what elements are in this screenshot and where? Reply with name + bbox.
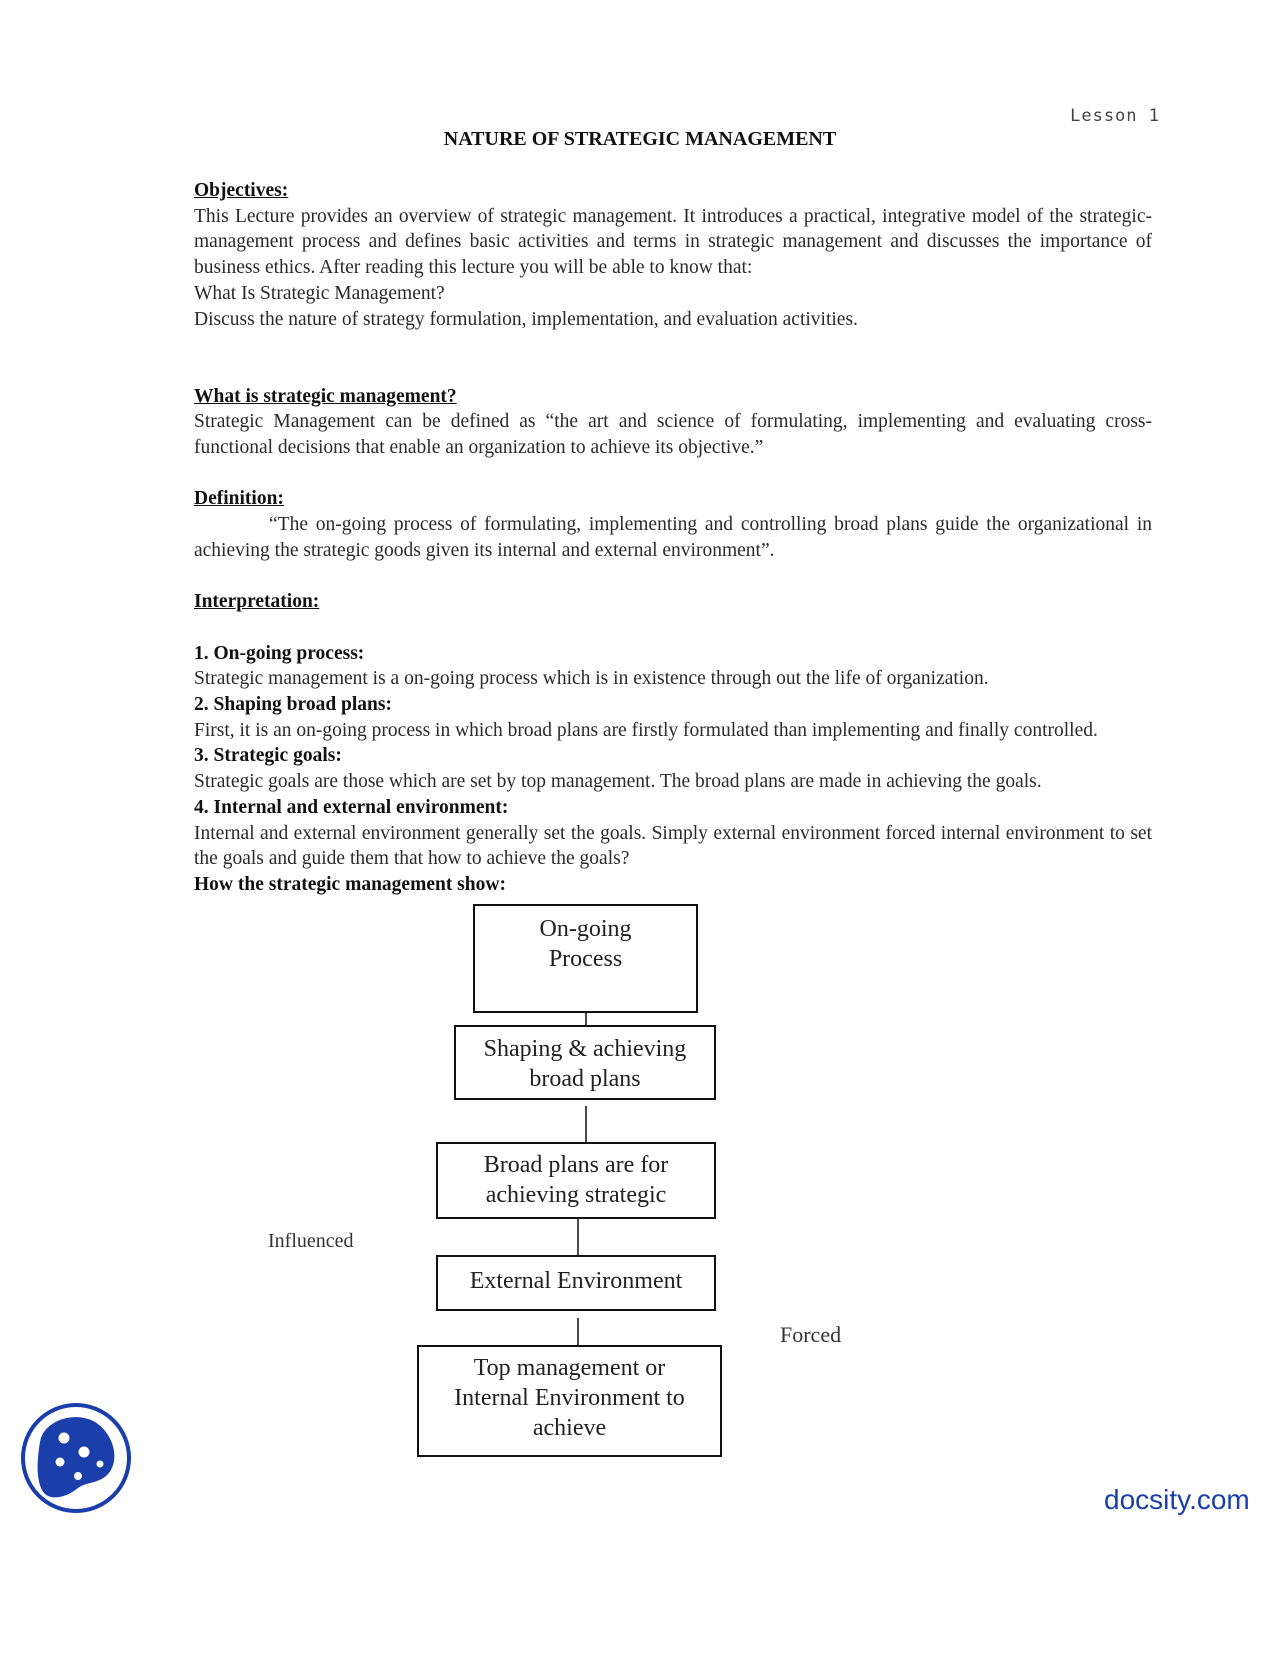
- what-is-heading: What is strategic management?: [194, 385, 457, 407]
- interpretation-item-title: 1. On-going process:: [194, 642, 365, 664]
- interpretation-item-text: Strategic goals are those which are set by top management. The broad plans are made in achieving the goals.: [194, 771, 1042, 793]
- flow-box-ongoing-process: [473, 904, 698, 1013]
- interpretation-heading: Interpretation:: [194, 591, 320, 613]
- definition-heading: Definition:: [194, 488, 284, 510]
- objectives-line-2: Discuss the nature of strategy formulation, implementation, and evaluation activities.: [194, 308, 858, 330]
- diagram-heading: How the strategic management show:: [194, 873, 506, 895]
- objectives-paragraph: This Lecture provides an overview of strategic management. It introduces a practical, integrative model of the strategic-management process and defines basic activities and terms in strategic management and discusses the importance of business ethics. After reading this lecture you will be able to know that:: [194, 205, 1152, 279]
- interpretation-item-text: Strategic management is a on-going process which is in existence through out the life of organization.: [194, 668, 989, 690]
- page-title: NATURE OF STRATEGIC MANAGEMENT: [443, 128, 837, 150]
- definition-paragraph: “The on-going process of formulating, implementing and controlling broad plans guide the organizational in achieving the strategic goods given its internal and external environment”.: [194, 514, 1152, 561]
- flow-box-line: achieving strategic: [485, 1182, 667, 1208]
- flow-box-line: Top management or: [473, 1355, 666, 1381]
- flow-box-top-management: [417, 1345, 722, 1457]
- flow-box-line: External Environment: [469, 1268, 683, 1294]
- flow-box-line: broad plans: [529, 1066, 641, 1092]
- flow-box-line: Broad plans are for: [483, 1152, 669, 1178]
- lesson-number: Lesson 1: [1070, 106, 1160, 126]
- objectives-line-1: What Is Strategic Management?: [194, 282, 445, 304]
- docsity-logo: [20, 1402, 132, 1514]
- docsity-brand-text[interactable]: docsity.com: [1104, 1484, 1250, 1515]
- flow-box-shaping-plans: [454, 1025, 716, 1100]
- interpretation-item-title: 2. Shaping broad plans:: [194, 693, 392, 715]
- interpretation-item-title: 3. Strategic goals:: [194, 745, 342, 767]
- interpretation-item-text: Internal and external environment generally set the goals. Simply external environment forced internal environment to set the goals and guide them that how to achieve the goals?: [194, 822, 1152, 870]
- docsity-logo-icon: [20, 1402, 132, 1514]
- interpretation-item-text: First, it is an on-going process in which broad plans are firstly formulated than implementing and finally controlled.: [194, 719, 1098, 741]
- objectives-heading: Objectives:: [194, 180, 289, 201]
- forced-label: Forced: [780, 1322, 842, 1347]
- influenced-label: Influenced: [268, 1230, 354, 1252]
- flow-box-external-environment: [436, 1255, 716, 1311]
- flow-box-line: Process: [548, 946, 623, 972]
- flow-box-line: On-going: [539, 916, 632, 942]
- flow-box-line: Internal Environment to: [454, 1385, 685, 1411]
- flow-box-line: Shaping & achieving: [483, 1036, 687, 1062]
- what-is-paragraph: Strategic Management can be defined as “the art and science of formulating, implementing and evaluating cross-functional decisions that enable an organization to achieve its objective.”: [194, 411, 1152, 458]
- flow-box-line: achieve: [532, 1415, 607, 1441]
- flow-box-broad-plans: [436, 1142, 716, 1219]
- interpretation-item-title: 4. Internal and external environment:: [194, 796, 509, 818]
